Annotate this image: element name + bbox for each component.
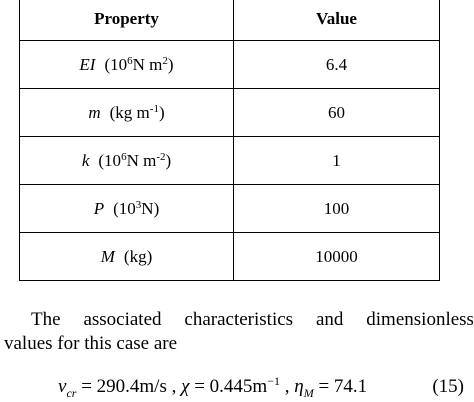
v-critical-value: = 290.4m/s , xyxy=(76,376,182,397)
equation-body xyxy=(58,374,367,400)
property-symbol: m xyxy=(88,102,101,122)
paragraph-word: characteristics xyxy=(184,309,294,330)
body-paragraph xyxy=(4,308,474,356)
value-cell: 6.4 xyxy=(234,41,440,89)
value-cell: 60 xyxy=(234,89,440,137)
property-symbol: k xyxy=(81,150,90,170)
v-critical-symbol: v xyxy=(58,376,67,397)
paragraph-line-2: values for this case are xyxy=(4,333,178,354)
property-unit: ($10^6N$ $m^2$) xyxy=(104,54,174,74)
property-cell xyxy=(20,89,234,137)
chi-symbol: χ xyxy=(181,376,190,397)
table-row xyxy=(20,233,440,281)
table-header-row xyxy=(20,0,440,41)
table-row xyxy=(20,185,440,233)
value-cell: 10000 xyxy=(234,233,440,281)
chi-exponent: −1 xyxy=(267,374,280,388)
eta-value: = 74.1 xyxy=(313,376,368,397)
paragraph-line-1 xyxy=(4,308,474,332)
properties-table-container xyxy=(19,0,439,281)
v-critical-subscript: cr xyxy=(66,386,77,400)
property-cell xyxy=(20,233,234,281)
property-unit: (kg $m^{-1}$) xyxy=(109,102,165,122)
header-value: Value xyxy=(234,0,440,41)
paragraph-word: dimensionless xyxy=(366,309,474,330)
property-symbol: EI xyxy=(79,54,96,74)
property-unit: ($10^6N$ $m^{-2}$) xyxy=(98,150,172,170)
property-cell xyxy=(20,41,234,89)
equation-15 xyxy=(0,374,474,402)
paragraph-word: The xyxy=(31,309,61,330)
equation-separator: , xyxy=(280,376,295,397)
paragraph-word: and xyxy=(315,309,344,330)
property-symbol: M xyxy=(100,246,115,266)
property-unit: (kg) xyxy=(123,246,153,266)
properties-table xyxy=(19,0,440,281)
equation-number: (15) xyxy=(432,376,464,397)
property-cell xyxy=(20,185,234,233)
value-cell: 100 xyxy=(234,185,440,233)
property-symbol: P xyxy=(93,198,105,218)
header-property: Property xyxy=(20,0,234,41)
table-row xyxy=(20,41,440,89)
value-cell: 1 xyxy=(234,137,440,185)
property-unit: $(10^3N)$ xyxy=(113,198,160,218)
eta-symbol: η xyxy=(294,376,304,397)
table-row xyxy=(20,137,440,185)
table-row xyxy=(20,89,440,137)
chi-value: = 0.445m xyxy=(189,376,268,397)
property-cell xyxy=(20,137,234,185)
eta-subscript: M xyxy=(303,386,314,400)
paragraph-word: associated xyxy=(83,309,162,330)
